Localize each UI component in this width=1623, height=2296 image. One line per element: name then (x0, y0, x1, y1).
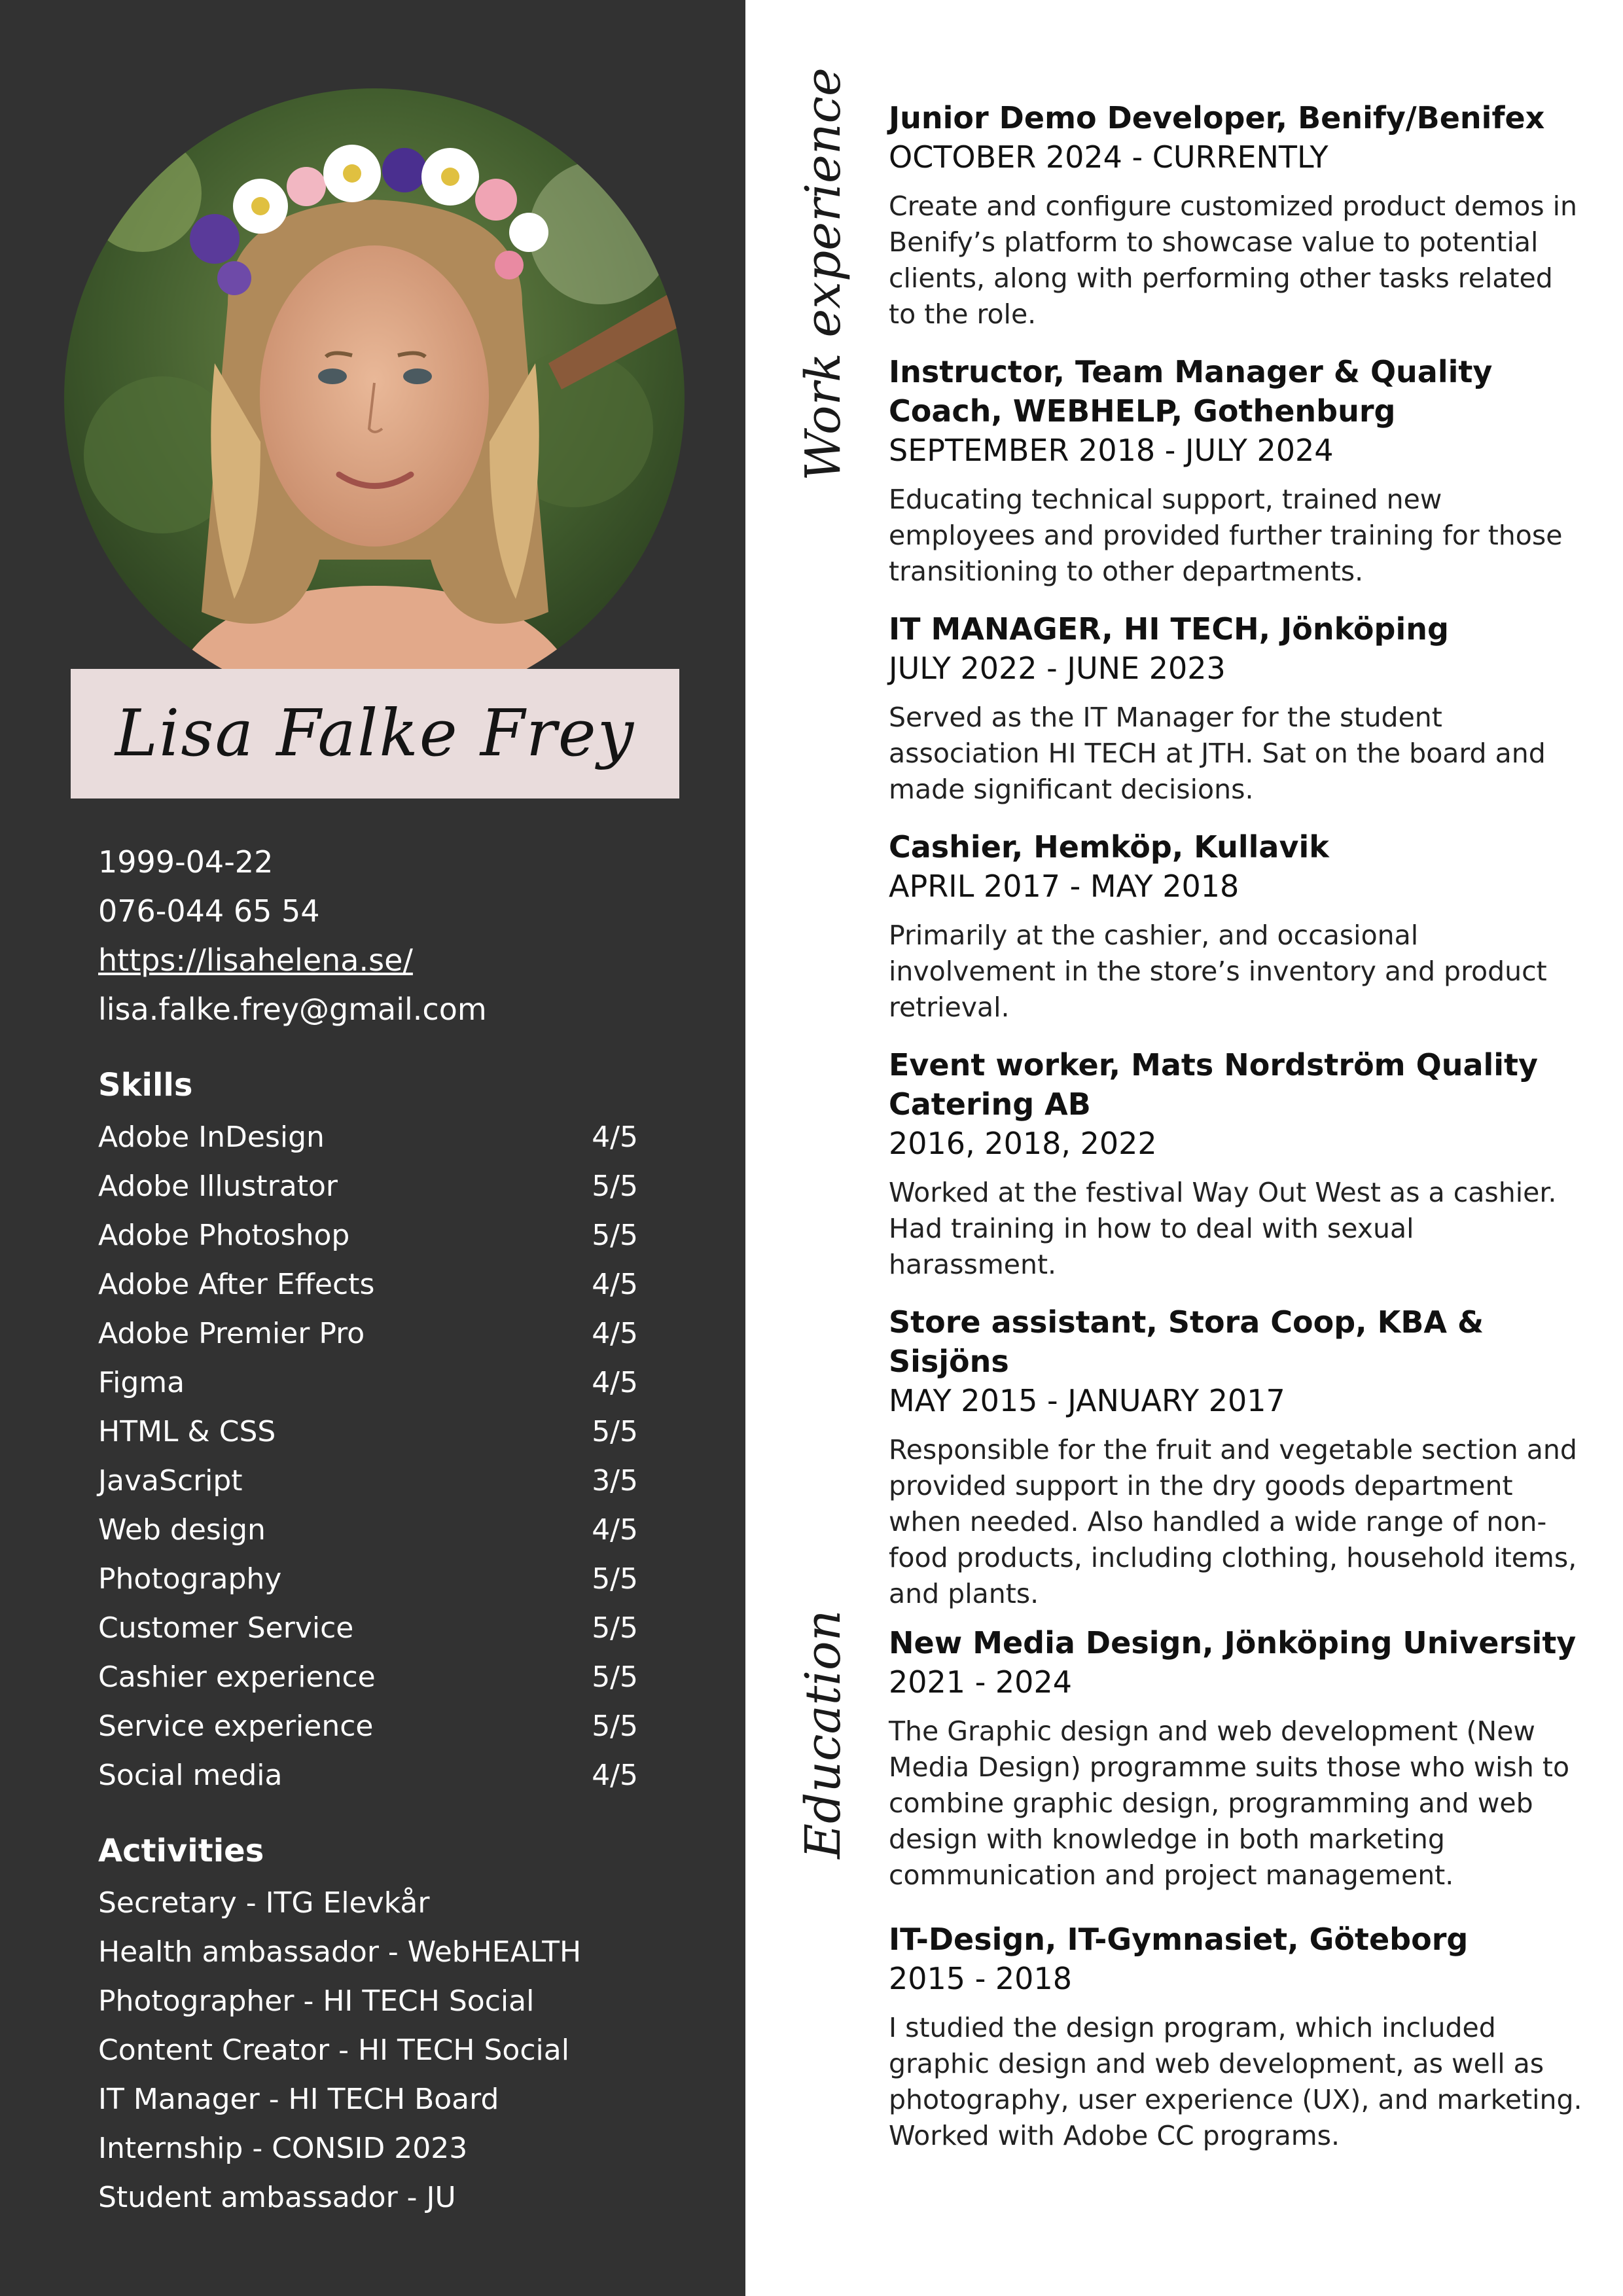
skill-name: Adobe Photoshop (98, 1219, 350, 1252)
skill-row (98, 1162, 638, 1211)
entry-description: Create and configure customized product demos in Benify’s platform to showcase value to potential clients, along with performing other tasks related to the role. (889, 190, 1578, 330)
portrait-illustration (64, 88, 685, 709)
skill-row (98, 1211, 638, 1260)
activity-item: Photographer - HI TECH Social (98, 1984, 535, 2018)
activity-item: Secretary - ITG Elevkår (98, 1886, 430, 1920)
website-link[interactable]: https://lisahelena.se/ (98, 942, 413, 978)
entry-date: 2021 - 2024 (889, 1664, 1072, 1700)
skill-name: Adobe Illustrator (98, 1170, 338, 1203)
entry-date: MAY 2015 - JANUARY 2017 (889, 1383, 1285, 1418)
email-address: lisa.falke.frey@gmail.com (98, 992, 487, 1027)
skill-rating: 4/5 (592, 1317, 638, 1350)
skill-name: Adobe InDesign (98, 1121, 325, 1154)
skill-rating: 4/5 (592, 1268, 638, 1301)
skill-name: Web design (98, 1513, 266, 1547)
entry-date: OCTOBER 2024 - CURRENTLY (889, 139, 1329, 175)
skill-row (98, 1407, 638, 1456)
activity-item: IT Manager - HI TECH Board (98, 2083, 499, 2116)
skill-row (98, 1604, 638, 1653)
entry-description: The Graphic design and web development (New Media Design) programme suits those who wish to combine graphic design, programming and web design with knowledge in both marketing communication and project management. (889, 1715, 1570, 1891)
activities-heading: Activities (98, 1833, 264, 1869)
skill-rating: 5/5 (592, 1562, 638, 1596)
skill-row (98, 1751, 638, 1800)
entry-title: Junior Demo Developer, Benify/Benifex (889, 100, 1545, 135)
education-entry (889, 1920, 1582, 2154)
entry-title: Store assistant, Stora Coop, KBA & Sisjöns (889, 1304, 1484, 1379)
skill-name: Photography (98, 1562, 282, 1596)
work-entry (889, 827, 1582, 1026)
skill-rating: 5/5 (592, 1219, 638, 1252)
skill-rating: 3/5 (592, 1464, 638, 1498)
entry-description: Educating technical support, trained new employees and provided further training for those transitioning to other departments. (889, 484, 1563, 587)
entry-description: I studied the design program, which included graphic design and web development, as well as photography, user experience (UX), and marketing. Worked with Adobe CC programs. (889, 2012, 1582, 2151)
skill-name: HTML & CSS (98, 1415, 276, 1448)
skill-rating: 4/5 (592, 1121, 638, 1154)
entry-description: Responsible for the fruit and vegetable section and provided support in the dry goods department when needed. Also handled a wide range of non-food products, including clothing, household items, and plants. (889, 1434, 1577, 1609)
work-entry (889, 98, 1582, 332)
skill-rating: 5/5 (592, 1660, 638, 1694)
activity-item: Internship - CONSID 2023 (98, 2132, 468, 2165)
entry-date: SEPTEMBER 2018 - JULY 2024 (889, 433, 1334, 468)
skill-name: Adobe Premier Pro (98, 1317, 365, 1350)
skill-rating: 4/5 (592, 1759, 638, 1792)
entry-date: 2016, 2018, 2022 (889, 1126, 1157, 1161)
work-entry (889, 352, 1582, 590)
skill-name: Service experience (98, 1710, 374, 1743)
activity-item: Student ambassador - JU (98, 2181, 456, 2214)
skill-row (98, 1260, 638, 1309)
skill-row (98, 1309, 638, 1358)
skill-name: Customer Service (98, 1611, 354, 1645)
skill-rating: 5/5 (592, 1170, 638, 1203)
work-experience-label: Work experience (795, 67, 851, 481)
skill-row (98, 1702, 638, 1751)
birthdate: 1999-04-22 (98, 844, 274, 880)
skill-row (98, 1113, 638, 1162)
work-entry (889, 1302, 1582, 1612)
full-name: Lisa Falke Frey (115, 696, 635, 771)
education-label: Education (795, 1609, 851, 1859)
skill-row (98, 1554, 638, 1604)
skill-rating: 4/5 (592, 1513, 638, 1547)
work-entry (889, 1045, 1582, 1283)
sidebar (0, 0, 745, 2296)
skill-name: JavaScript (98, 1464, 243, 1498)
name-plate (71, 669, 679, 798)
skill-rating: 5/5 (592, 1415, 638, 1448)
education-section (889, 1623, 1582, 2174)
skill-name: Cashier experience (98, 1660, 376, 1694)
entry-title: IT MANAGER, HI TECH, Jönköping (889, 611, 1449, 647)
entry-date: APRIL 2017 - MAY 2018 (889, 869, 1240, 904)
entry-description: Served as the IT Manager for the student association HI TECH at JTH. Sat on the board and made significant decisions. (889, 702, 1546, 805)
skill-row (98, 1653, 638, 1702)
entry-date: 2015 - 2018 (889, 1961, 1072, 1996)
skill-row (98, 1456, 638, 1505)
skill-row (98, 1358, 638, 1407)
entry-title: IT-Design, IT-Gymnasiet, Göteborg (889, 1922, 1469, 1957)
activity-item: Content Creator - HI TECH Social (98, 2034, 569, 2067)
contact-info (98, 838, 487, 1034)
work-entry (889, 609, 1582, 808)
entry-date: JULY 2022 - JUNE 2023 (889, 651, 1226, 686)
skill-name: Social media (98, 1759, 283, 1792)
activity-item: Health ambassador - WebHEALTH (98, 1935, 582, 1969)
profile-photo (64, 88, 685, 709)
work-experience-section (889, 98, 1582, 1632)
entry-description: Worked at the festival Way Out West as a cashier. Had training in how to deal with sexual harassment. (889, 1177, 1557, 1280)
phone-number: 076-044 65 54 (98, 893, 320, 929)
entry-title: New Media Design, Jönköping University (889, 1625, 1577, 1660)
skill-rating: 5/5 (592, 1710, 638, 1743)
skill-row (98, 1505, 638, 1554)
entry-title: Cashier, Hemköp, Kullavik (889, 829, 1329, 865)
activities-list (98, 1878, 581, 2222)
skills-list (98, 1113, 638, 1800)
skill-name: Adobe After Effects (98, 1268, 375, 1301)
entry-title: Instructor, Team Manager & Quality Coach, WEBHELP, Gothenburg (889, 354, 1493, 429)
skill-rating: 4/5 (592, 1366, 638, 1399)
entry-description: Primarily at the cashier, and occasional involvement in the store’s inventory and product retrieval. (889, 920, 1547, 1023)
skills-heading: Skills (98, 1067, 193, 1103)
entry-title: Event worker, Mats Nordström Quality Catering AB (889, 1047, 1539, 1122)
skill-rating: 5/5 (592, 1611, 638, 1645)
skill-name: Figma (98, 1366, 185, 1399)
education-entry (889, 1623, 1582, 1893)
